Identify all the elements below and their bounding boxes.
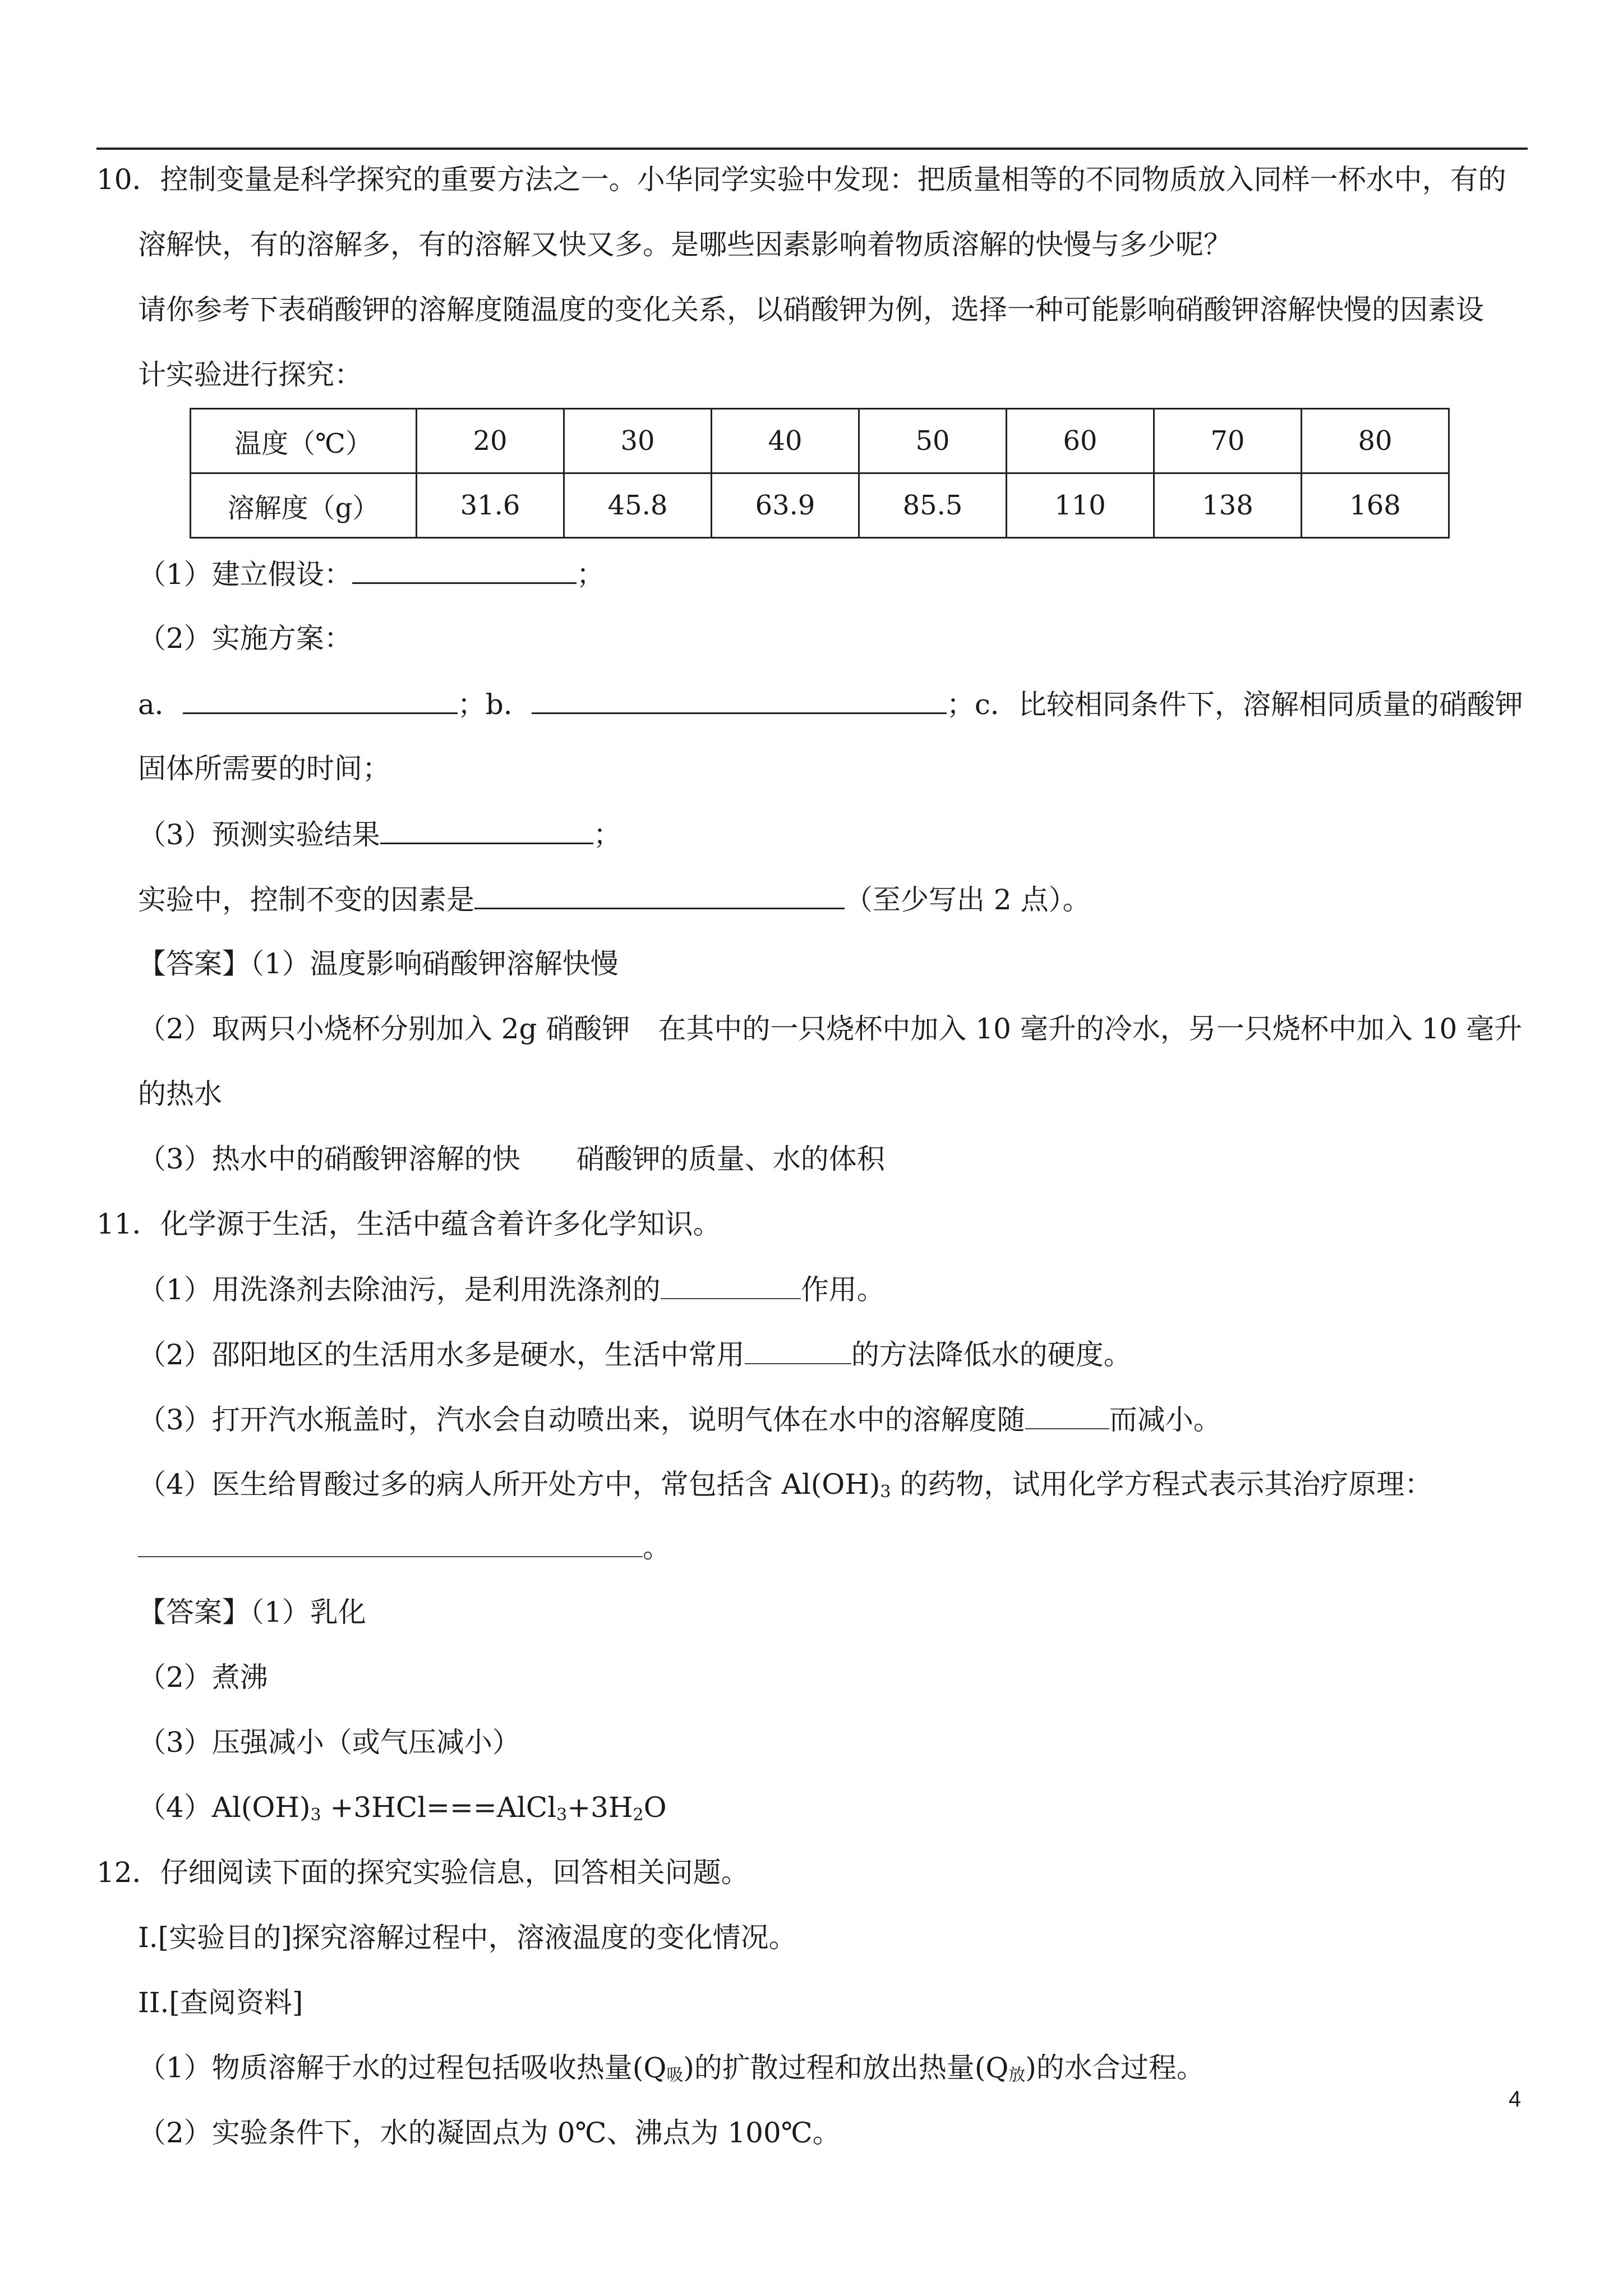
q11-equation-blank[interactable] xyxy=(138,1530,643,1557)
period: 。 xyxy=(643,1531,671,1564)
prediction-blank[interactable] xyxy=(380,817,593,844)
control-suffix: （至少写出 2 点）。 xyxy=(845,884,1091,916)
table-cell: 30 xyxy=(564,409,712,473)
q12-ref-1 xyxy=(138,2051,1205,2092)
subscript: 3 xyxy=(556,1805,568,1825)
table-row-temperature xyxy=(191,409,1449,473)
table-header-solubility: 溶解度（g） xyxy=(191,473,417,538)
q10-plan-cont: 固体所需要的时间； xyxy=(138,752,390,785)
plan-b-label: ；b． xyxy=(457,688,532,721)
semicolon: ； xyxy=(576,558,605,591)
control-blank[interactable] xyxy=(474,882,845,909)
q11-part2-text: （2）邵阳地区的生活用水多是硬水，生活中常用 xyxy=(138,1338,745,1371)
q12-title: 12．仔细阅读下面的探究实验信息，回答相关问题。 xyxy=(96,1856,749,1889)
q11-part1-text: （1）用洗涤剂去除油污，是利用洗涤剂的 xyxy=(138,1273,661,1306)
subscript: 2 xyxy=(633,1805,644,1825)
subscript: 3 xyxy=(880,1482,891,1502)
q12-ref-2: （2）实验条件下，水的凝固点为 0℃、沸点为 100℃。 xyxy=(138,2116,841,2149)
formula-part: （4）Al(OH) xyxy=(138,1791,311,1824)
q10-part1-label: （1）建立假设： xyxy=(138,558,352,591)
q11-answer-1: 【答案】（1）乳化 xyxy=(138,1596,366,1628)
q10-answer-2: （2）取两只小烧杯分别加入 2g 硝酸钾 在其中的一只烧杯中加入 10 毫升的冷水，另一只烧杯中加入 10 毫升 xyxy=(138,1013,1523,1045)
q11-answer-2: （2）煮沸 xyxy=(138,1661,268,1694)
table-cell: 60 xyxy=(1007,409,1154,473)
subscript: 放 xyxy=(1008,2065,1026,2085)
ref-text: （1）物质溶解于水的过程包括吸收热量(Q xyxy=(138,2051,667,2084)
semicolon: ； xyxy=(593,818,621,851)
plan-c-text: ；c．比较相同条件下，溶解相同质量的硝酸钾 xyxy=(946,688,1523,721)
table-cell: 45.8 xyxy=(564,473,712,538)
table-cell: 168 xyxy=(1302,473,1449,538)
subscript: 吸 xyxy=(666,2065,684,2085)
q10-line-4: 计实验进行探究： xyxy=(138,358,362,391)
table-cell: 80 xyxy=(1302,409,1449,473)
q10-control-line xyxy=(138,882,1091,917)
q10-answer-3: （3）热水中的硝酸钾溶解的快 硝酸钾的质量、水的体积 xyxy=(138,1143,885,1175)
subscript: 3 xyxy=(310,1805,321,1825)
hypothesis-blank[interactable] xyxy=(352,556,577,584)
formula-part: +3HCl===AlCl xyxy=(321,1791,557,1824)
q11-part2 xyxy=(138,1337,1132,1372)
table-header-temperature: 温度（℃） xyxy=(191,409,417,473)
q10-answer-2-cont: 的热水 xyxy=(138,1078,222,1110)
q10-part2-label: （2）实施方案： xyxy=(138,622,352,655)
q11-part3 xyxy=(138,1402,1221,1437)
control-label: 实验中，控制不变的因素是 xyxy=(138,884,474,916)
ref-text: )的水合过程。 xyxy=(1025,2051,1205,2084)
q11-equation-line xyxy=(138,1530,671,1565)
table-cell: 31.6 xyxy=(417,473,564,538)
q11-answer-4 xyxy=(138,1791,667,1832)
q11-part2-suffix: 的方法降低水的硬度。 xyxy=(851,1338,1132,1371)
table-cell: 110 xyxy=(1007,473,1154,538)
q11-part4-suffix: 的药物，试用化学方程式表示其治疗原理： xyxy=(891,1468,1433,1501)
q11-part4 xyxy=(138,1467,1432,1509)
q10-part3 xyxy=(138,817,621,852)
q11-part1 xyxy=(138,1272,885,1306)
q10-plan-line xyxy=(138,687,1523,721)
plan-a-label: a． xyxy=(138,688,183,721)
table-cell: 138 xyxy=(1154,473,1302,538)
header-rule xyxy=(96,148,1528,150)
ref-text: )的扩散过程和放出热量(Q xyxy=(683,2051,1009,2084)
q10-line-1: 10．控制变量是科学探究的重要方法之一。小华同学实验中发现：把质量相等的不同物质放入同样一杯水中，有的 xyxy=(96,163,1506,196)
q10-answer-1: 【答案】（1）温度影响硝酸钾溶解快慢 xyxy=(138,947,619,980)
q11-part3-text: （3）打开汽水瓶盖时，汽水会自动喷出来，说明气体在水中的溶解度随 xyxy=(138,1404,1025,1436)
q11-part3-suffix: 而减小。 xyxy=(1109,1404,1221,1436)
q11-answer-3: （3）压强减小（或气压减小） xyxy=(138,1726,520,1759)
table-cell: 40 xyxy=(712,409,859,473)
table-row-solubility xyxy=(191,473,1449,538)
table-cell: 85.5 xyxy=(859,473,1007,538)
q10-line-3: 请你参考下表硝酸钾的溶解度随温度的变化关系，以硝酸钾为例，选择一种可能影响硝酸钾溶解快慢的因素设 xyxy=(138,293,1484,326)
table-cell: 20 xyxy=(417,409,564,473)
q11-blank-1[interactable] xyxy=(661,1272,801,1299)
table-cell: 63.9 xyxy=(712,473,859,538)
q10-part1 xyxy=(138,556,605,591)
q11-part4-text: （4）医生给胃酸过多的病人所开处方中，常包括含 Al(OH) xyxy=(138,1468,880,1501)
plan-b-blank[interactable] xyxy=(532,687,947,714)
q12-references: II.[查阅资料] xyxy=(138,1986,303,2019)
q11-blank-3[interactable] xyxy=(1025,1402,1109,1429)
table-cell: 50 xyxy=(859,409,1007,473)
q11-part1-suffix: 作用。 xyxy=(800,1273,885,1306)
solubility-table xyxy=(190,408,1450,539)
formula-part: O xyxy=(643,1791,667,1824)
q10-line-2: 溶解快，有的溶解多，有的溶解又快又多。是哪些因素影响着物质溶解的快慢与多少呢？ xyxy=(138,228,1232,261)
q11-title: 11．化学源于生活，生活中蕴含着许多化学知识。 xyxy=(96,1208,721,1240)
q10-part3-label: （3）预测实验结果 xyxy=(138,818,380,851)
q11-blank-2[interactable] xyxy=(745,1337,851,1364)
q12-purpose: I.[实验目的]探究溶解过程中，溶液温度的变化情况。 xyxy=(138,1921,797,1954)
page-number: 4 xyxy=(1509,2087,1521,2111)
formula-part: +3H xyxy=(567,1791,633,1824)
plan-a-blank[interactable] xyxy=(183,687,458,714)
table-cell: 70 xyxy=(1154,409,1302,473)
